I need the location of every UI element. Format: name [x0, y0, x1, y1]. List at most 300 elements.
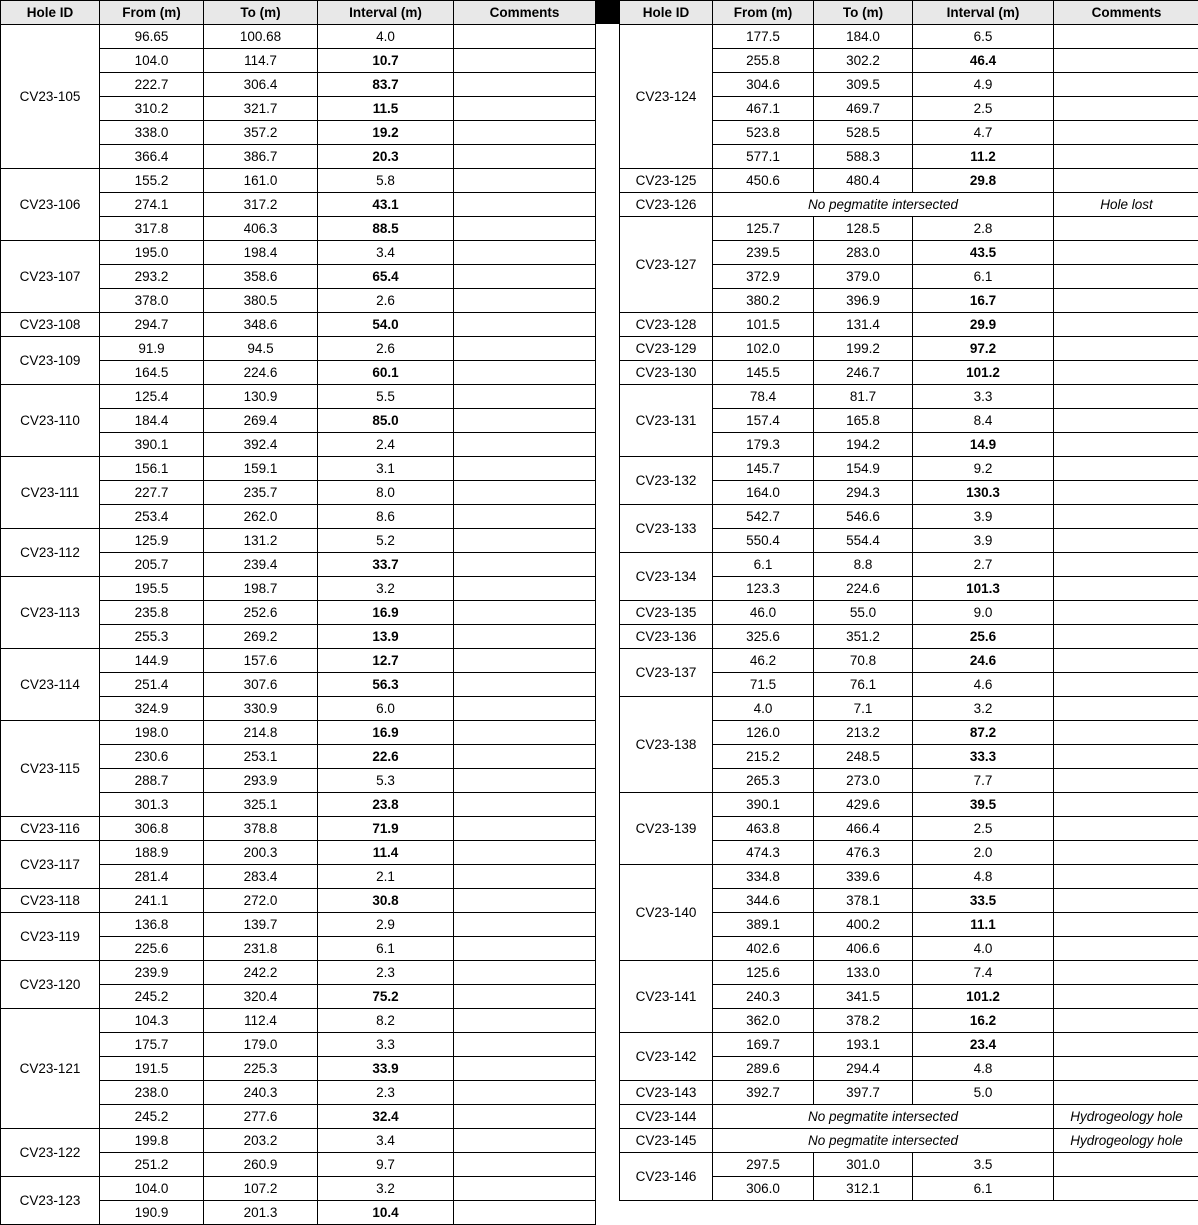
interval-cell: 4.0 [913, 937, 1054, 961]
comments-cell [454, 985, 596, 1009]
comments-cell [454, 1105, 596, 1129]
table-row [620, 961, 1198, 985]
from-cell: 104.0 [100, 1177, 204, 1201]
to-cell: 240.3 [204, 1081, 318, 1105]
to-cell: 321.7 [204, 97, 318, 121]
interval-cell: 71.9 [318, 817, 454, 841]
comments-cell [1054, 313, 1198, 337]
to-cell: 203.2 [204, 1129, 318, 1153]
hole-id-cell: CV23-106 [1, 169, 100, 241]
to-cell: 157.6 [204, 649, 318, 673]
from-cell: 198.0 [100, 721, 204, 745]
interval-cell: 3.9 [913, 505, 1054, 529]
to-cell: 294.4 [814, 1057, 913, 1081]
to-cell: 70.8 [814, 649, 913, 673]
hole-id-cell: CV23-121 [1, 1009, 100, 1129]
comments-cell [454, 241, 596, 265]
interval-cell: 2.3 [318, 1081, 454, 1105]
from-cell: 380.2 [713, 289, 814, 313]
interval-cell: 3.2 [913, 697, 1054, 721]
table-body-left [1, 25, 596, 1225]
comments-cell [1054, 505, 1198, 529]
interval-cell: 16.9 [318, 721, 454, 745]
interval-cell: 6.1 [318, 937, 454, 961]
hole-id-cell: CV23-145 [620, 1129, 713, 1153]
comments-cell [454, 1129, 596, 1153]
comments-cell [454, 169, 596, 193]
comments-cell [1054, 745, 1198, 769]
comments-cell [454, 697, 596, 721]
hole-id-cell: CV23-122 [1, 1129, 100, 1177]
from-cell: 362.0 [713, 1009, 814, 1033]
to-cell: 8.8 [814, 553, 913, 577]
to-cell: 231.8 [204, 937, 318, 961]
comments-cell [1054, 673, 1198, 697]
from-cell: 390.1 [100, 433, 204, 457]
from-cell: 91.9 [100, 337, 204, 361]
from-cell: 238.0 [100, 1081, 204, 1105]
from-cell: 230.6 [100, 745, 204, 769]
comments-cell [454, 97, 596, 121]
interval-cell: 5.0 [913, 1081, 1054, 1105]
interval-cell: 101.2 [913, 361, 1054, 385]
to-cell: 325.1 [204, 793, 318, 817]
interval-cell: 6.5 [913, 25, 1054, 49]
table-row [1, 337, 596, 361]
hole-id-cell: CV23-126 [620, 193, 713, 217]
from-cell: 255.3 [100, 625, 204, 649]
column-header-hole-id: Hole ID [620, 1, 713, 25]
to-cell: 351.2 [814, 625, 913, 649]
comments-cell [454, 361, 596, 385]
from-cell: 301.3 [100, 793, 204, 817]
to-cell: 114.7 [204, 49, 318, 73]
comments-cell [454, 577, 596, 601]
from-cell: 253.4 [100, 505, 204, 529]
hole-id-cell: CV23-105 [1, 25, 100, 169]
from-cell: 71.5 [713, 673, 814, 697]
table-row [1, 577, 596, 601]
to-cell: 112.4 [204, 1009, 318, 1033]
hole-id-cell: CV23-142 [620, 1033, 713, 1081]
comments-cell [1054, 1033, 1198, 1057]
interval-cell: 16.7 [913, 289, 1054, 313]
comments-cell [1054, 73, 1198, 97]
to-cell: 588.3 [814, 145, 913, 169]
comments-cell [1054, 817, 1198, 841]
to-cell: 7.1 [814, 697, 913, 721]
to-cell: 165.8 [814, 409, 913, 433]
comments-cell [1054, 97, 1198, 121]
interval-cell: 2.0 [913, 841, 1054, 865]
interval-cell: 43.1 [318, 193, 454, 217]
from-cell: 338.0 [100, 121, 204, 145]
to-cell: 330.9 [204, 697, 318, 721]
from-cell: 297.5 [713, 1153, 814, 1177]
to-cell: 139.7 [204, 913, 318, 937]
interval-cell: 2.5 [913, 817, 1054, 841]
from-cell: 164.5 [100, 361, 204, 385]
hole-id-cell: CV23-107 [1, 241, 100, 313]
from-cell: 125.9 [100, 529, 204, 553]
from-cell: 190.9 [100, 1201, 204, 1225]
interval-cell: 7.4 [913, 961, 1054, 985]
to-cell: 320.4 [204, 985, 318, 1009]
table-row [620, 625, 1198, 649]
comments-cell [454, 457, 596, 481]
from-cell: 102.0 [713, 337, 814, 361]
hole-id-cell: CV23-123 [1, 1177, 100, 1225]
interval-cell: 4.8 [913, 1057, 1054, 1081]
from-cell: 392.7 [713, 1081, 814, 1105]
comments-cell [1054, 457, 1198, 481]
drillhole-table-right [619, 0, 1198, 1201]
drillhole-table-left [0, 0, 596, 1225]
table-row [1, 841, 596, 865]
from-cell: 288.7 [100, 769, 204, 793]
column-header-comments: Comments [454, 1, 596, 25]
from-cell: 378.0 [100, 289, 204, 313]
from-cell: 306.0 [713, 1177, 814, 1201]
table-row [1, 241, 596, 265]
comments-cell [454, 745, 596, 769]
from-cell: 542.7 [713, 505, 814, 529]
hole-id-cell: CV23-118 [1, 889, 100, 913]
from-cell: 78.4 [713, 385, 814, 409]
interval-cell: 46.4 [913, 49, 1054, 73]
hole-id-cell: CV23-120 [1, 961, 100, 1009]
comments-cell: Hole lost [1054, 193, 1198, 217]
table-row [1, 313, 596, 337]
table-row [620, 193, 1198, 217]
comments-cell [1054, 793, 1198, 817]
interval-cell: 101.2 [913, 985, 1054, 1009]
interval-cell: 11.2 [913, 145, 1054, 169]
comments-cell [1054, 865, 1198, 889]
comments-cell [1054, 841, 1198, 865]
from-cell: 577.1 [713, 145, 814, 169]
to-cell: 309.5 [814, 73, 913, 97]
interval-cell: 3.2 [318, 577, 454, 601]
comments-cell [454, 313, 596, 337]
to-cell: 546.6 [814, 505, 913, 529]
hole-id-cell: CV23-110 [1, 385, 100, 457]
to-cell: 528.5 [814, 121, 913, 145]
to-cell: 131.2 [204, 529, 318, 553]
from-cell: 310.2 [100, 97, 204, 121]
comments-cell [454, 1177, 596, 1201]
interval-cell: 2.5 [913, 97, 1054, 121]
to-cell: 235.7 [204, 481, 318, 505]
comments-cell [454, 1033, 596, 1057]
to-cell: 307.6 [204, 673, 318, 697]
to-cell: 380.5 [204, 289, 318, 313]
from-cell: 450.6 [713, 169, 814, 193]
table-row [620, 1153, 1198, 1177]
no-pegmatite-note: No pegmatite intersected [713, 1105, 1054, 1129]
to-cell: 130.9 [204, 385, 318, 409]
to-cell: 128.5 [814, 217, 913, 241]
comments-cell [454, 337, 596, 361]
comments-cell [454, 385, 596, 409]
table-row [1, 721, 596, 745]
from-cell: 344.6 [713, 889, 814, 913]
from-cell: 306.8 [100, 817, 204, 841]
interval-cell: 6.1 [913, 1177, 1054, 1201]
to-cell: 400.2 [814, 913, 913, 937]
from-cell: 227.7 [100, 481, 204, 505]
table-row [620, 865, 1198, 889]
comments-cell [1054, 121, 1198, 145]
from-cell: 96.65 [100, 25, 204, 49]
table-row [1, 1009, 596, 1033]
to-cell: 272.0 [204, 889, 318, 913]
to-cell: 239.4 [204, 553, 318, 577]
to-cell: 225.3 [204, 1057, 318, 1081]
table-header-row [1, 1, 596, 25]
comments-cell [454, 601, 596, 625]
comments-cell [454, 1081, 596, 1105]
table-row [620, 1033, 1198, 1057]
comments-cell [454, 433, 596, 457]
comments-cell [1054, 265, 1198, 289]
comments-cell [1054, 289, 1198, 313]
interval-cell: 43.5 [913, 241, 1054, 265]
from-cell: 144.9 [100, 649, 204, 673]
to-cell: 161.0 [204, 169, 318, 193]
interval-cell: 29.9 [913, 313, 1054, 337]
interval-cell: 23.8 [318, 793, 454, 817]
hole-id-cell: CV23-130 [620, 361, 713, 385]
column-header-to: To (m) [814, 1, 913, 25]
table-row [1, 649, 596, 673]
from-cell: 255.8 [713, 49, 814, 73]
from-cell: 294.7 [100, 313, 204, 337]
comments-cell [1054, 553, 1198, 577]
from-cell: 46.0 [713, 601, 814, 625]
comments-cell [454, 865, 596, 889]
hole-id-cell: CV23-125 [620, 169, 713, 193]
from-cell: 325.6 [713, 625, 814, 649]
comments-cell [1054, 1081, 1198, 1105]
table-separator [596, 0, 619, 1224]
column-header-to: To (m) [204, 1, 318, 25]
comments-cell [454, 529, 596, 553]
from-cell: 274.1 [100, 193, 204, 217]
to-cell: 429.6 [814, 793, 913, 817]
to-cell: 242.2 [204, 961, 318, 985]
hole-id-cell: CV23-109 [1, 337, 100, 385]
comments-cell [1054, 409, 1198, 433]
interval-cell: 33.5 [913, 889, 1054, 913]
table-row [620, 25, 1198, 49]
table-row [1, 1177, 596, 1201]
from-cell: 184.4 [100, 409, 204, 433]
from-cell: 334.8 [713, 865, 814, 889]
table-row [1, 169, 596, 193]
comments-cell [1054, 385, 1198, 409]
interval-cell: 20.3 [318, 145, 454, 169]
comments-cell [454, 649, 596, 673]
to-cell: 269.4 [204, 409, 318, 433]
interval-cell: 9.2 [913, 457, 1054, 481]
comments-cell [454, 553, 596, 577]
from-cell: 205.7 [100, 553, 204, 577]
from-cell: 235.8 [100, 601, 204, 625]
hole-id-cell: CV23-136 [620, 625, 713, 649]
from-cell: 402.6 [713, 937, 814, 961]
table-row [620, 217, 1198, 241]
hole-id-cell: CV23-133 [620, 505, 713, 553]
column-header-hole-id: Hole ID [1, 1, 100, 25]
to-cell: 201.3 [204, 1201, 318, 1225]
from-cell: 389.1 [713, 913, 814, 937]
from-cell: 157.4 [713, 409, 814, 433]
to-cell: 293.9 [204, 769, 318, 793]
no-pegmatite-note: No pegmatite intersected [713, 1129, 1054, 1153]
to-cell: 198.4 [204, 241, 318, 265]
from-cell: 550.4 [713, 529, 814, 553]
comments-cell [1054, 649, 1198, 673]
comments-cell [454, 625, 596, 649]
interval-cell: 85.0 [318, 409, 454, 433]
interval-cell: 87.2 [913, 721, 1054, 745]
hole-id-cell: CV23-111 [1, 457, 100, 529]
from-cell: 188.9 [100, 841, 204, 865]
from-cell: 265.3 [713, 769, 814, 793]
to-cell: 476.3 [814, 841, 913, 865]
column-header-from: From (m) [713, 1, 814, 25]
from-cell: 463.8 [713, 817, 814, 841]
hole-id-cell: CV23-141 [620, 961, 713, 1033]
table-body-right [620, 25, 1198, 1201]
from-cell: 156.1 [100, 457, 204, 481]
interval-cell: 8.0 [318, 481, 454, 505]
to-cell: 378.2 [814, 1009, 913, 1033]
interval-cell: 3.9 [913, 529, 1054, 553]
from-cell: 125.7 [713, 217, 814, 241]
interval-cell: 11.1 [913, 913, 1054, 937]
to-cell: 469.7 [814, 97, 913, 121]
comments-cell [454, 961, 596, 985]
comments-cell [1054, 1057, 1198, 1081]
to-cell: 480.4 [814, 169, 913, 193]
comments-cell [1054, 217, 1198, 241]
hole-id-cell: CV23-128 [620, 313, 713, 337]
from-cell: 195.0 [100, 241, 204, 265]
interval-cell: 14.9 [913, 433, 1054, 457]
comments-cell [454, 193, 596, 217]
comments-cell [454, 1201, 596, 1225]
interval-cell: 2.8 [913, 217, 1054, 241]
interval-cell: 97.2 [913, 337, 1054, 361]
to-cell: 378.1 [814, 889, 913, 913]
comments-cell [454, 289, 596, 313]
from-cell: 123.3 [713, 577, 814, 601]
interval-cell: 11.5 [318, 97, 454, 121]
interval-cell: 5.8 [318, 169, 454, 193]
to-cell: 253.1 [204, 745, 318, 769]
interval-cell: 3.2 [318, 1177, 454, 1201]
to-cell: 358.6 [204, 265, 318, 289]
table-row [620, 361, 1198, 385]
comments-cell [1054, 529, 1198, 553]
comments-cell [1054, 721, 1198, 745]
to-cell: 283.4 [204, 865, 318, 889]
to-cell: 554.4 [814, 529, 913, 553]
from-cell: 164.0 [713, 481, 814, 505]
to-cell: 55.0 [814, 601, 913, 625]
to-cell: 193.1 [814, 1033, 913, 1057]
to-cell: 348.6 [204, 313, 318, 337]
from-cell: 317.8 [100, 217, 204, 241]
comments-cell: Hydrogeology hole [1054, 1105, 1198, 1129]
comments-cell [454, 769, 596, 793]
comments-cell [454, 265, 596, 289]
to-cell: 379.0 [814, 265, 913, 289]
to-cell: 131.4 [814, 313, 913, 337]
from-cell: 145.7 [713, 457, 814, 481]
hole-id-cell: CV23-116 [1, 817, 100, 841]
from-cell: 523.8 [713, 121, 814, 145]
comments-cell [1054, 889, 1198, 913]
table-row [620, 1081, 1198, 1105]
column-header-from: From (m) [100, 1, 204, 25]
hole-id-cell: CV23-146 [620, 1153, 713, 1201]
no-pegmatite-note: No pegmatite intersected [713, 193, 1054, 217]
interval-cell: 65.4 [318, 265, 454, 289]
from-cell: 240.3 [713, 985, 814, 1009]
table-row [620, 1105, 1198, 1129]
comments-cell [454, 121, 596, 145]
from-cell: 239.9 [100, 961, 204, 985]
interval-cell: 8.6 [318, 505, 454, 529]
from-cell: 239.5 [713, 241, 814, 265]
to-cell: 107.2 [204, 1177, 318, 1201]
comments-cell [1054, 361, 1198, 385]
to-cell: 341.5 [814, 985, 913, 1009]
interval-cell: 2.7 [913, 553, 1054, 577]
interval-cell: 39.5 [913, 793, 1054, 817]
interval-cell: 9.7 [318, 1153, 454, 1177]
comments-cell [1054, 49, 1198, 73]
from-cell: 245.2 [100, 1105, 204, 1129]
to-cell: 184.0 [814, 25, 913, 49]
to-cell: 357.2 [204, 121, 318, 145]
table-header-row [620, 1, 1198, 25]
interval-cell: 3.5 [913, 1153, 1054, 1177]
comments-cell [454, 721, 596, 745]
table-row [620, 457, 1198, 481]
from-cell: 289.6 [713, 1057, 814, 1081]
comments-cell [1054, 625, 1198, 649]
table-row [620, 601, 1198, 625]
to-cell: 81.7 [814, 385, 913, 409]
interval-cell: 10.7 [318, 49, 454, 73]
to-cell: 262.0 [204, 505, 318, 529]
table-row [620, 313, 1198, 337]
to-cell: 213.2 [814, 721, 913, 745]
to-cell: 378.8 [204, 817, 318, 841]
hole-id-cell: CV23-129 [620, 337, 713, 361]
to-cell: 277.6 [204, 1105, 318, 1129]
comments-cell [454, 673, 596, 697]
interval-cell: 5.3 [318, 769, 454, 793]
comments-cell [1054, 25, 1198, 49]
interval-cell: 12.7 [318, 649, 454, 673]
to-cell: 200.3 [204, 841, 318, 865]
comments-cell [1054, 601, 1198, 625]
